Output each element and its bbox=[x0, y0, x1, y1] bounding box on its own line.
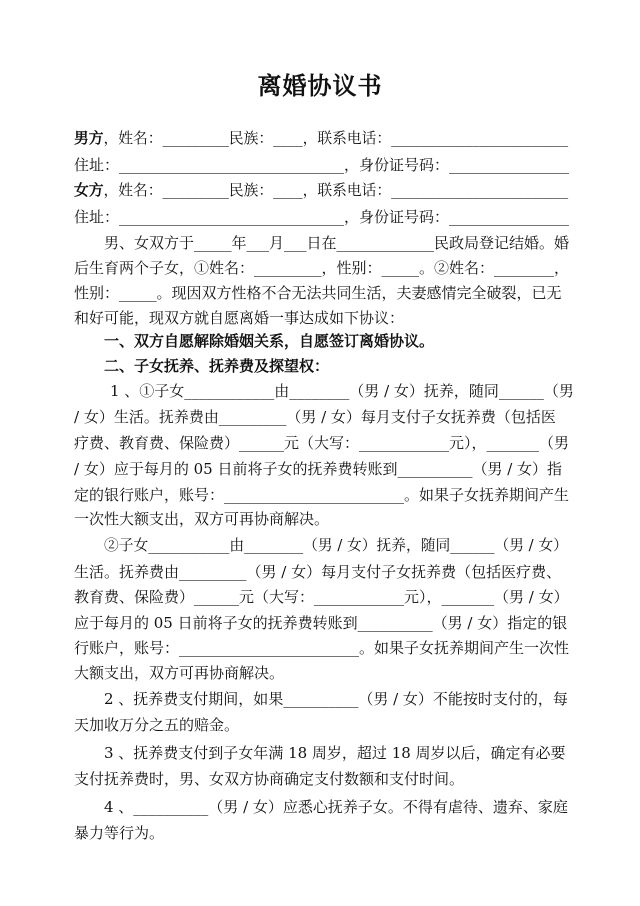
document-title: 离婚协议书 bbox=[257, 71, 383, 100]
paragraph-line: 2 、抚养费支付期间，如果__________（男 / 女）不能按时支付的，每 bbox=[104, 690, 568, 708]
paragraph-line: 和好可能，现双方就自愿离婚一事达成如下协议： bbox=[74, 309, 405, 327]
section-heading-1: 一、双方自愿解除婚姻关系，自愿签订离婚协议。 bbox=[104, 332, 435, 350]
paragraph-line: 一次性大额支出，双方可再协商解决。 bbox=[74, 510, 330, 528]
paragraph-line: 教育费、保险费）______元（大写：____________元），_______（男 / 女） bbox=[74, 588, 569, 606]
woman-address-line: 住址：______________________________，身份证号码：________________ bbox=[74, 208, 570, 226]
paragraph-line: 3 、抚养费支付到子女年满 18 周岁，超过 18 周岁以后，确定有必要 bbox=[104, 744, 566, 762]
man-info-fields: ，姓名：_________民族：____，联系电话：________________________ bbox=[103, 130, 569, 147]
paragraph-line: 男、女双方于_____年___月___日在_____________民政局登记结婚。婚 bbox=[104, 234, 570, 252]
paragraph-line: 大额支出，双方可再协商解决。 bbox=[74, 664, 285, 682]
paragraph-line: 定的银行账户，账号：________________________。如果子女抚养期间产生 bbox=[74, 486, 570, 504]
woman-label: 女方 bbox=[74, 182, 104, 199]
paragraph-line: 疗费、教育费、保险费）______元（大写：____________元），_______（男 bbox=[74, 434, 570, 452]
paragraph-line: / 女）生活。抚养费由_________（男 / 女）每月支付子女抚养费（包括医 bbox=[74, 408, 556, 426]
paragraph-line: 行账户，账号：________________________。如果子女抚养期间产生一次性 bbox=[74, 639, 570, 657]
paragraph-line: 4 、__________（男 / 女）应悉心抚养子女。不得有虐待、遗弃、家庭 bbox=[104, 798, 568, 816]
man-label: 男方 bbox=[74, 130, 104, 147]
paragraph-line: 后生育两个子女，①姓名：_________，性别：_____。②姓名：________， bbox=[74, 259, 570, 277]
paragraph-line: 性别：_____。现因双方性格不合无法共同生活，夫妻感情完全破裂，已无 bbox=[74, 284, 562, 302]
paragraph-line: ②子女___________由________（男 / 女）抚养，随同______（男 / 女） bbox=[104, 537, 568, 554]
woman-info-fields: ，姓名：_________民族：____，联系电话：________________________ bbox=[103, 182, 569, 199]
paragraph-line: 暴力等行为。 bbox=[74, 824, 165, 842]
paragraph-line: 应于每月的 05 日前将子女的抚养费转账到__________（男 / 女）指定的银 bbox=[74, 614, 568, 632]
paragraph-line: 支付抚养费时，男、女双方协商确定支付数额和支付时间。 bbox=[74, 770, 465, 788]
paragraph-line: / 女）应于每月的 05 日前将子女的抚养费转账到__________（男 / 女）指 bbox=[74, 460, 563, 478]
paragraph-line: 1 、①子女____________由________（男 / 女）抚养，随同______（男 bbox=[110, 382, 574, 400]
paragraph-line: 天加收万分之五的赔金。 bbox=[74, 716, 240, 734]
woman-info-line bbox=[74, 180, 574, 202]
man-address-line: 住址：______________________________，身份证号码：________________ bbox=[74, 156, 570, 174]
section-heading-2: 二、子女抚养、抚养费及探望权： bbox=[104, 357, 330, 375]
man-info-line bbox=[74, 128, 574, 150]
paragraph-line: 生活。抚养费由_________（男 / 女）每月支付子女抚养费（包括医疗费、 bbox=[74, 563, 562, 581]
